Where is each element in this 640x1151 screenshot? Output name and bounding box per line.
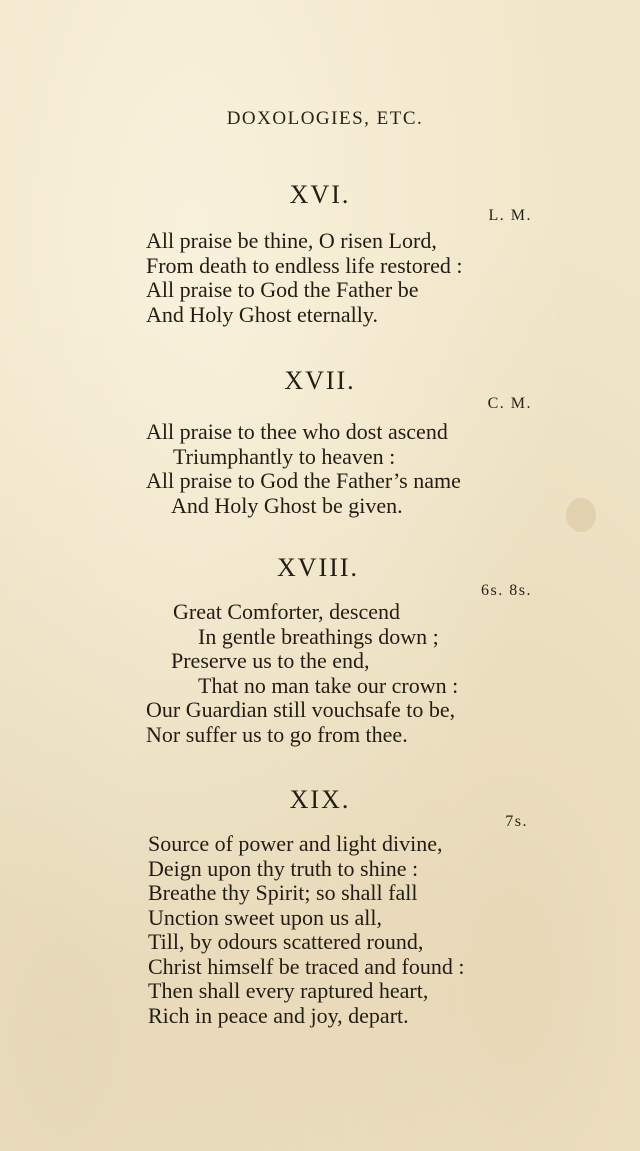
paper-stain [566, 498, 596, 532]
running-head-text: DOXOLOGIES, ETC. [226, 108, 424, 129]
verse-line: Breathe thy Spirit; so shall fall [148, 880, 418, 905]
hymn-meter: L. M. [488, 207, 532, 224]
verse-line: Rich in peace and joy, depart. [148, 1002, 409, 1028]
verse-line: Great Comforter, descend [173, 599, 400, 624]
hymn-meter: 6s. 8s. [481, 582, 532, 599]
hymn-meter: 7s. [505, 813, 528, 830]
hymn-numeral: XIX. [289, 785, 351, 814]
verse-line: Source of power and light divine, [148, 831, 443, 856]
verse-line: And Holy Ghost be given. [171, 492, 403, 518]
verse-line: All praise be thine, O risen Lord, [146, 228, 437, 253]
hymn-verse [146, 600, 566, 747]
verse-line: Till, by odours scattered round, [148, 929, 424, 954]
verse-line: From death to endless life restored : [146, 252, 463, 278]
hymn-numeral: XVIII. [276, 553, 360, 582]
running-head [0, 108, 640, 130]
hymn-numeral: XVII. [284, 366, 356, 395]
verse-line: Our Guardian still vouchsafe to be, [146, 697, 456, 722]
hymn-numeral: XVI. [289, 180, 351, 209]
verse-line: All praise to God the Father’s name [146, 468, 461, 493]
verse-line: All praise to thee who dost ascend [146, 419, 448, 444]
verse-line: That no man take our crown : [198, 672, 459, 698]
verse-line: And Holy Ghost eternally. [146, 301, 378, 327]
verse-line: Then shall every raptured heart, [148, 978, 429, 1003]
verse-line: Christ himself be traced and found : [148, 953, 465, 979]
hymn-meter: C. M. [487, 395, 532, 412]
hymn-verse [148, 832, 568, 1028]
hymn-verse [146, 229, 566, 327]
verse-line: Triumphantly to heaven : [173, 443, 396, 469]
verse-line: Preserve us to the end, [171, 648, 370, 673]
verse-line: Unction sweet upon us all, [148, 904, 383, 930]
verse-line: Nor suffer us to go from thee. [146, 721, 408, 747]
verse-line: All praise to God the Father be [146, 277, 419, 302]
verse-line: In gentle breathings down ; [198, 623, 439, 649]
hymn-verse [146, 420, 566, 518]
verse-line: Deign upon thy truth to shine : [148, 855, 419, 881]
